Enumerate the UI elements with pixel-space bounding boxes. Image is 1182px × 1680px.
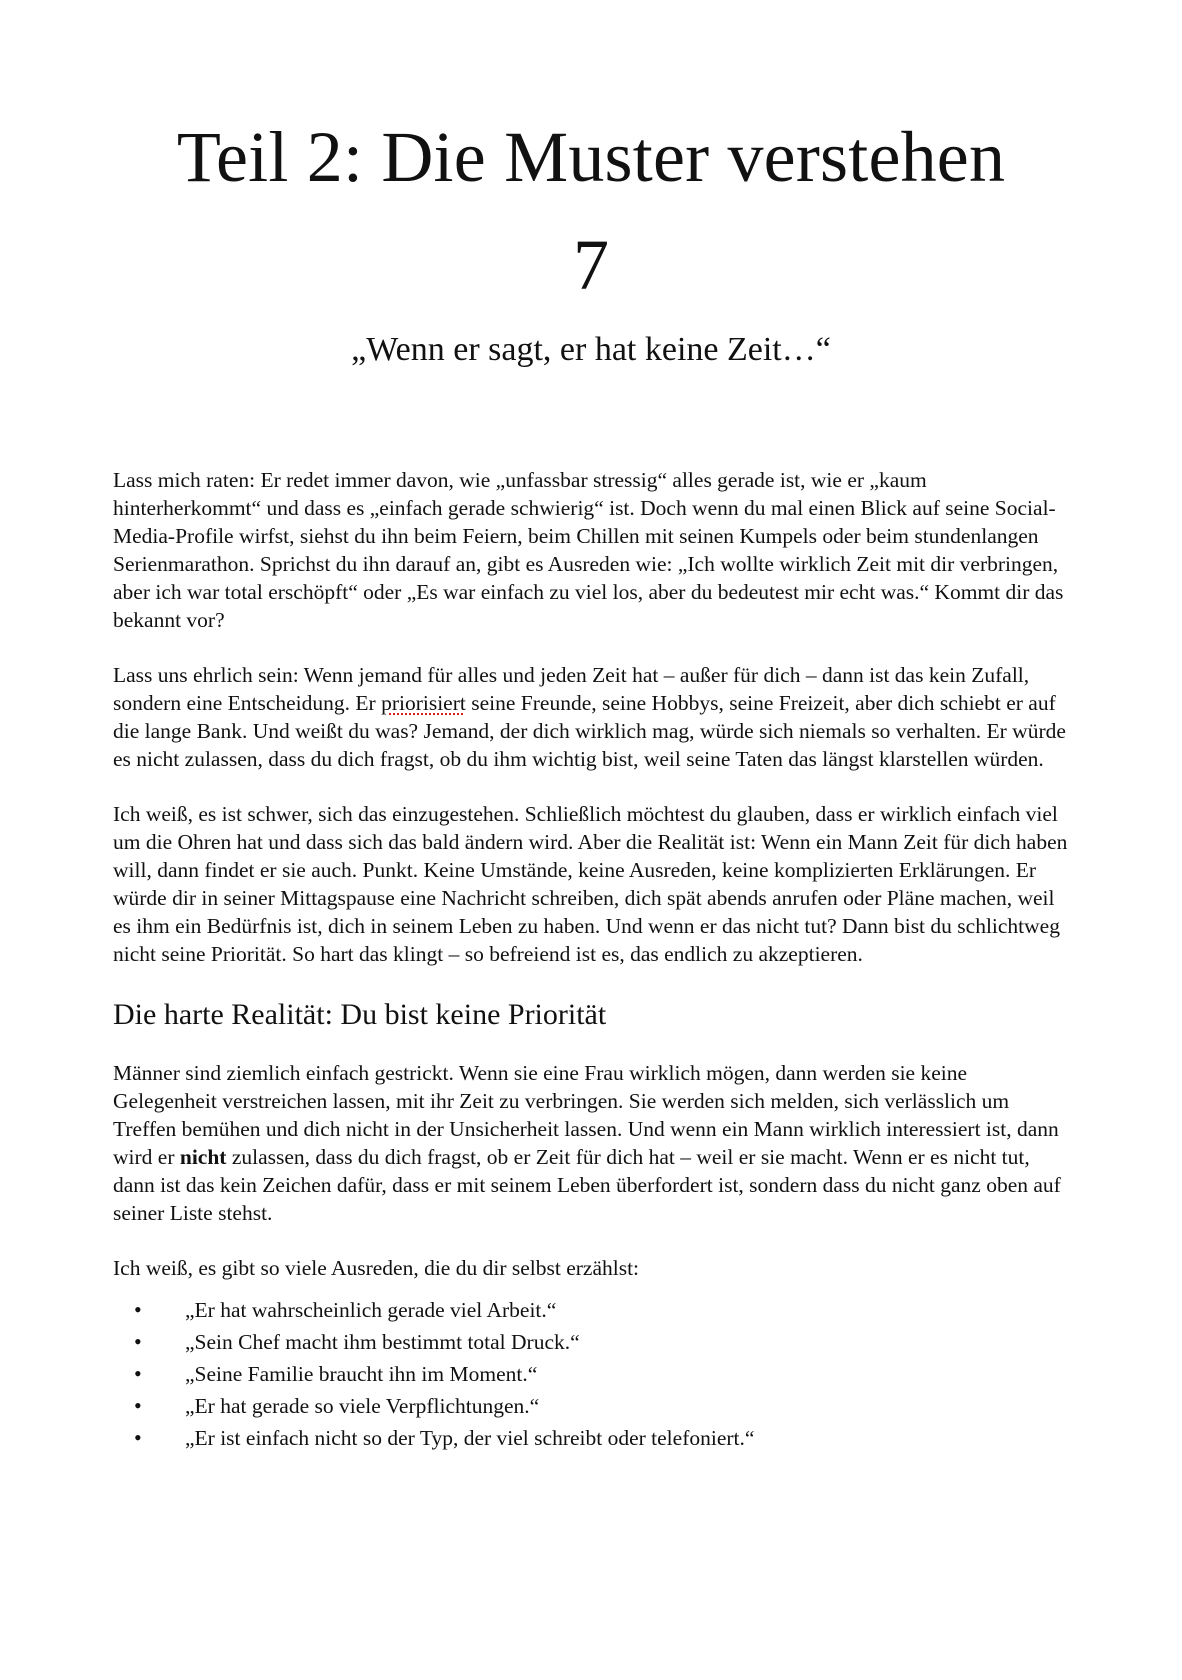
list-item-text: „Er hat gerade so viele Verpflichtungen.“ bbox=[185, 1394, 540, 1418]
bullet-icon: • bbox=[134, 1361, 142, 1386]
paragraph-2-text-start: Lass uns ehrlich sein: Wenn jemand für alles und jeden Zeit hat – außer für dich – dann ist das kein Zufall, sondern eine Entscheidung. Er bbox=[113, 663, 1030, 715]
body-text bbox=[113, 466, 1075, 1454]
section-heading: Die harte Realität: Du bist keine Priorität bbox=[113, 998, 607, 1031]
list-item[interactable] bbox=[113, 1358, 1075, 1390]
spellcheck-marked-word[interactable]: priorisiert bbox=[381, 691, 466, 715]
bullet-icon: • bbox=[134, 1425, 142, 1450]
list-item[interactable] bbox=[113, 1390, 1075, 1422]
bullet-icon: • bbox=[134, 1297, 142, 1322]
list-item[interactable] bbox=[113, 1326, 1075, 1358]
paragraph-4[interactable] bbox=[113, 1059, 1075, 1227]
list-item-text: „Sein Chef macht ihm bestimmt total Druck.“ bbox=[185, 1330, 580, 1354]
bullet-icon: • bbox=[134, 1393, 142, 1418]
part-title: Teil 2: Die Muster verstehen bbox=[176, 117, 1006, 197]
paragraph-4-text-end: zulassen, dass du dich fragst, ob er Zeit für dich hat – weil er sie macht. Wenn er es nicht tut, dann ist das kein Zeichen dafür, dass er mit seinem Leben überfordert ist, sondern dass du nicht ganz oben auf seiner Liste stehst. bbox=[113, 1145, 1061, 1225]
paragraph-2-text-end: seine Freunde, seine Hobbys, seine Freizeit, aber dich schiebt er auf die lange Bank. Und weißt du was? Jemand, der dich wirklich mag, würde sich niemals so verhalten. Er würde es nicht zulassen, dass du dich fragst, ob du ihm wichtig bist, weil seine Taten das längst klarstellen würden. bbox=[113, 691, 1066, 771]
paragraph-3[interactable]: Ich weiß, es ist schwer, sich das einzugestehen. Schließlich möchtest du glauben, dass er wirklich einfach viel um die Ohren hat und dass sich das bald ändern wird. Aber die Realität ist: Wenn ein Mann Zeit für dich haben will, dann findet er sie auch. Punkt. Keine Umstände, keine Ausreden, keine komplizierten Erklärungen. Er würde dir in seiner Mittagspause eine Nachricht schreiben, dich spät abends anrufen oder Pläne machen, weil es ihm ein Bedürfnis ist, dich in seinem Leben zu haben. Und wenn er das nicht tut? Dann bist du schlichtweg nicht seine Priorität. So hart das klingt – so befreiend ist es, das endlich zu akzeptieren. bbox=[113, 802, 1068, 966]
list-item-text: „Er ist einfach nicht so der Typ, der viel schreibt oder telefoniert.“ bbox=[185, 1426, 755, 1450]
list-item-text: „Seine Familie braucht ihn im Moment.“ bbox=[185, 1362, 538, 1386]
paragraph-5[interactable]: Ich weiß, es gibt so viele Ausreden, die du dir selbst erzählst: bbox=[113, 1256, 640, 1280]
paragraph-1[interactable]: Lass mich raten: Er redet immer davon, wie „unfassbar stressig“ alles gerade ist, wie er „kaum hinterherkommt“ und dass es „einfach gerade schwierig“ ist. Doch wenn du mal einen Blick auf seine Social-Media-Profile wirfst, siehst du ihn beim Feiern, beim Chillen mit seinen Kumpels oder beim stundenlangen Serienmarathon. Sprichst du ihn darauf an, gibt es Ausreden wie: „Ich wollte wirklich Zeit mit dir verbringen, aber ich war total erschöpft“ oder „Es war einfach zu viel los, aber du bedeutest mir echt was.“ Kommt dir das bekannt vor? bbox=[113, 468, 1064, 632]
chapter-title: „Wenn er sagt, er hat keine Zeit…“ bbox=[351, 331, 831, 368]
bold-emphasis: nicht bbox=[179, 1145, 227, 1169]
paragraph-2[interactable] bbox=[113, 661, 1075, 773]
list-item-text: „Er hat wahrscheinlich gerade viel Arbeit.“ bbox=[185, 1298, 557, 1322]
list-item[interactable] bbox=[113, 1294, 1075, 1326]
bullet-icon: • bbox=[134, 1329, 142, 1354]
chapter-number: 7 bbox=[573, 225, 609, 305]
paragraph-4-text-start: Männer sind ziemlich einfach gestrickt. Wenn sie eine Frau wirklich mögen, dann werden sie keine Gelegenheit verstreichen lassen, mit ihr Zeit zu verbringen. Sie werden sich melden, sich verlässlich um Treffen bemühen und dich nicht in der Unsicherheit lassen. Und wenn ein Mann wirklich interessiert ist, dann wird er bbox=[113, 1061, 1059, 1169]
excuse-list bbox=[113, 1294, 1075, 1454]
list-item[interactable] bbox=[113, 1422, 1075, 1454]
